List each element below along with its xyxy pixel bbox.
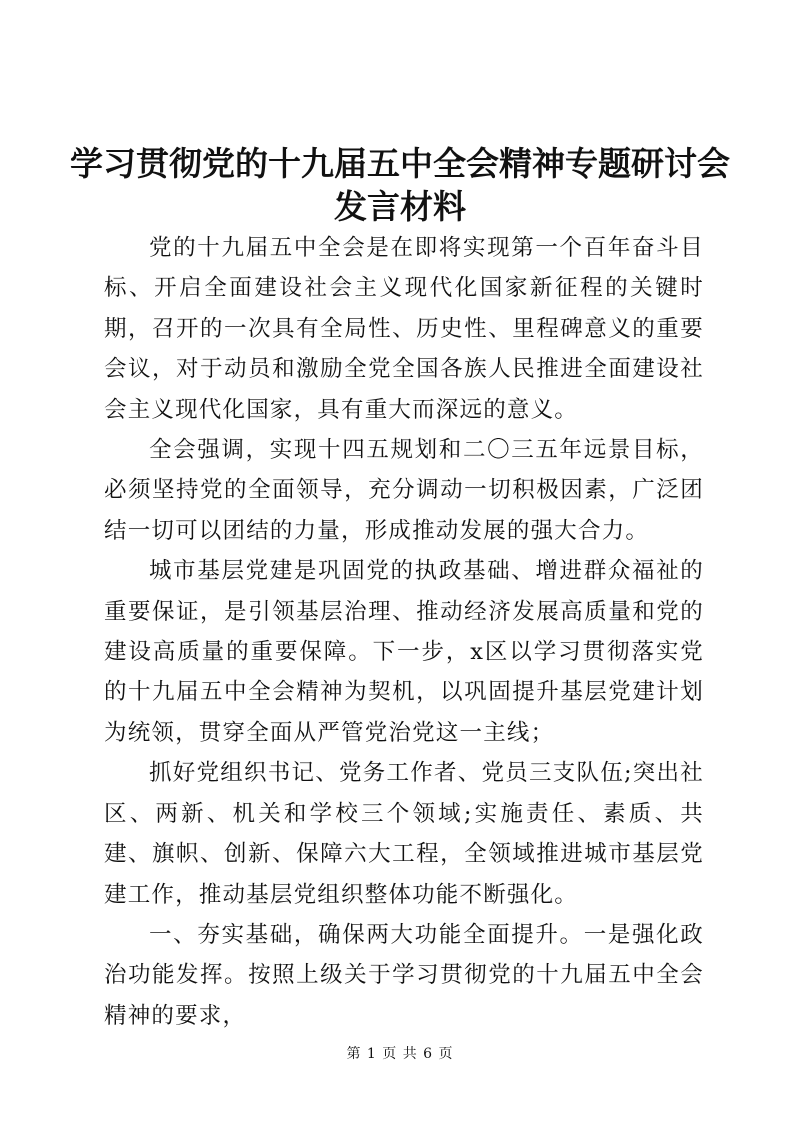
body-paragraph-3: 城市基层党建是巩固党的执政基础、增进群众福祉的重要保证，是引领基层治理、推动经济发展高质量和党的建设高质量的重要保障。下一步，x区以学习贯彻落实党的十九届五中全会精神为契机，以巩固提升基层党建计划为统领，贯穿全面从严管党治党这一主线；	[104, 558, 704, 746]
body-paragraph-4: 抓好党组织书记、党务工作者、党员三支队伍;突出社区、两新、机关和学校三个领域;实施责任、素质、共建、旗帜、创新、保障六大工程，全领域推进城市基层党建工作，推动基层党组织整体功能不断强化。	[104, 760, 704, 908]
document-title-line-1: 学习贯彻党的十九届五中全会精神专题研讨会	[70, 144, 730, 183]
body-paragraph-1: 党的十九届五中全会是在即将实现第一个百年奋斗目标、开启全面建设社会主义现代化国家新征程的关键时期，召开的一次具有全局性、历史性、里程碑意义的重要会议，对于动员和激励全党全国各族人民推进全面建设社会主义现代化国家，具有重大而深远的意义。	[104, 235, 704, 423]
page-number-footer: 第 1 页 共 6 页	[346, 1046, 454, 1062]
document-body	[104, 228, 704, 1036]
document-title-line-2: 发言材料	[334, 187, 466, 226]
body-paragraph-5: 一、夯实基础，确保两大功能全面提升。一是强化政治功能发挥。按照上级关于学习贯彻党的十九届五中全会精神的要求，	[104, 921, 704, 1029]
body-paragraph-2: 全会强调，实现十四五规划和二〇三五年远景目标，必须坚持党的全面领导，充分调动一切积极因素，广泛团结一切可以团结的力量，形成推动发展的强大合力。	[104, 437, 704, 544]
